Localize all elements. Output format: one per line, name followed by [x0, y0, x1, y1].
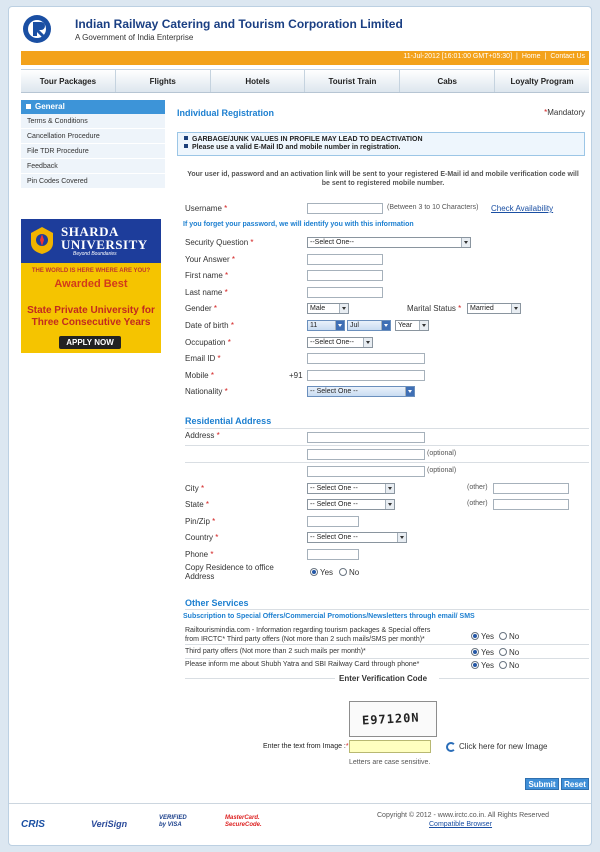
- copy-no-radio[interactable]: [339, 568, 347, 576]
- chevron-down-icon: [419, 321, 428, 330]
- mobile-label: Mobile *: [185, 371, 214, 380]
- dob-year-value: Year: [398, 322, 413, 329]
- nationality-label: Nationality *: [185, 387, 228, 396]
- ad-line2: Awarded Best: [54, 278, 128, 290]
- sidebar-item-terms[interactable]: Terms & Conditions: [21, 114, 165, 129]
- divider: [185, 678, 335, 679]
- nationality-value: -- Select One --: [310, 388, 358, 395]
- services-title: Other Services: [185, 598, 249, 608]
- pin-label: Pin/Zip *: [185, 517, 216, 526]
- sidebar-item-tdr[interactable]: File TDR Procedure: [21, 144, 165, 159]
- answer-label-text: Your Answer: [185, 255, 230, 264]
- service-row3-label: Please inform me about Shubh Yatra and SBI Railway Card through phone*: [185, 661, 420, 668]
- main-menu: [21, 69, 589, 93]
- service2-yes-radio[interactable]: [471, 648, 479, 656]
- last-name-label: Last name *: [185, 288, 228, 297]
- marital-label-text: Marital Status: [407, 304, 456, 313]
- menu-loyalty-program[interactable]: Loyalty Program: [510, 77, 574, 86]
- dob-year-select[interactable]: [395, 320, 429, 331]
- service-row1-line1: Railtourismindia.com - Information regarding tourism packages & Special offers: [185, 627, 431, 634]
- footer-divider: [9, 803, 592, 804]
- ad-line3: State Private University for Three Consecutive Years: [27, 305, 155, 328]
- chevron-down-icon: [385, 484, 394, 493]
- service2-yes-label: Yes: [481, 648, 495, 657]
- city-other-label: (other): [467, 484, 488, 491]
- divider: [185, 644, 589, 645]
- chevron-down-icon: [405, 387, 414, 396]
- mandatory-note: *Mandatory: [544, 108, 585, 117]
- phone-input[interactable]: [307, 549, 359, 560]
- sidebar: [21, 100, 165, 189]
- service-row2-label: Third party offers (Not more than 2 such mails per month)*: [185, 648, 366, 655]
- marital-value: Married: [470, 305, 494, 312]
- divider: [185, 445, 589, 446]
- visa-logo[interactable]: [159, 815, 187, 829]
- reset-button[interactable]: Reset: [561, 778, 589, 790]
- bullet-icon: [184, 144, 188, 148]
- dob-day-value: 11: [310, 322, 318, 329]
- city-label: City *: [185, 484, 205, 493]
- state-label-text: State: [185, 500, 204, 509]
- irctc-logo-icon[interactable]: [21, 13, 55, 45]
- occupation-select[interactable]: [307, 337, 373, 348]
- separator: |: [544, 53, 547, 60]
- dob-label-text: Date of birth: [185, 321, 229, 330]
- city-select[interactable]: [307, 483, 395, 494]
- first-name-label-text: First name: [185, 271, 223, 280]
- security-question-select[interactable]: [307, 237, 471, 248]
- gender-value: Male: [310, 305, 326, 312]
- copyright: Copyright © 2012 - www.irctc.co.in. All Rights Reserved: [377, 812, 550, 819]
- service3-no-label: No: [509, 661, 520, 670]
- menu-tourist-train[interactable]: Tourist Train: [305, 70, 400, 92]
- email-label-text: Email ID: [185, 354, 216, 363]
- divider: [185, 428, 589, 429]
- pin-input[interactable]: [307, 516, 359, 527]
- service-row1-label: [185, 626, 471, 644]
- menu-flights[interactable]: Flights: [116, 70, 211, 92]
- pin-label-text: Pin/Zip: [185, 517, 210, 526]
- contact-link[interactable]: Contact Us: [550, 53, 585, 60]
- chevron-down-icon: [511, 304, 520, 313]
- gender-label-text: Gender: [185, 304, 212, 313]
- city-label-text: City: [185, 484, 199, 493]
- service-row1-line2: from IRCTC* Third party offers (Not more than 2 such mails/SMS per month)*: [185, 636, 425, 643]
- org-sub: A Government of India Enterprise: [75, 33, 194, 42]
- address-label-text: Address: [185, 431, 215, 440]
- notice-line2: Please use a valid E-Mail ID and mobile number in registration.: [192, 144, 401, 151]
- case-sensitive-note: Letters are case sensitive.: [349, 759, 431, 766]
- sidebar-item-cancellation[interactable]: Cancellation Procedure: [21, 129, 165, 144]
- mastercard-line2: SecureCode.: [225, 822, 262, 828]
- copy-yes-radio[interactable]: [310, 568, 318, 576]
- service1-yes-radio[interactable]: [471, 632, 479, 640]
- divider: [439, 678, 589, 679]
- check-availability-link[interactable]: Check Availability: [491, 204, 554, 213]
- org-name: Indian Railway Catering and Tourism Corporation Limited: [75, 17, 403, 31]
- visa-line1: VERIFIED: [159, 815, 187, 821]
- state-value: -- Select One --: [310, 501, 358, 508]
- copy-residence-label: [185, 563, 274, 581]
- occupation-label-text: Occupation: [185, 338, 226, 347]
- security-question-label-text: Security Question: [185, 238, 249, 247]
- mobile-input[interactable]: [307, 370, 425, 381]
- username-label-text: Username: [185, 204, 222, 213]
- chevron-down-icon: [397, 533, 406, 542]
- mobile-prefix: +91: [289, 371, 303, 380]
- email-input[interactable]: [307, 353, 425, 364]
- copy-residence-line2: Address: [185, 572, 215, 581]
- chevron-down-icon: [381, 321, 390, 330]
- refresh-icon[interactable]: [446, 742, 456, 752]
- notice-line1: GARBAGE/JUNK VALUES IN PROFILE MAY LEAD TO DEACTIVATION: [192, 136, 423, 143]
- address-line3-optional: (optional): [427, 467, 457, 474]
- phone-label: Phone *: [185, 550, 214, 559]
- first-name-label: First name *: [185, 271, 229, 280]
- address-line3-input[interactable]: [307, 466, 425, 477]
- menu-tour-packages[interactable]: Tour Packages: [21, 70, 116, 92]
- divider: [185, 462, 589, 463]
- captcha-code: E97120N: [361, 710, 420, 728]
- mastercard-logo[interactable]: [225, 815, 262, 829]
- chevron-down-icon: [461, 238, 470, 247]
- state-label: State *: [185, 500, 210, 509]
- sidebar-head: General: [21, 100, 165, 114]
- mandatory-label: Mandatory: [547, 108, 585, 117]
- occupation-value: --Select One--: [310, 339, 354, 346]
- separator: |: [516, 53, 518, 60]
- service1-no-radio[interactable]: [499, 632, 507, 640]
- occupation-label: Occupation *: [185, 338, 231, 347]
- service1-no-label: No: [509, 632, 520, 641]
- page: [8, 6, 592, 846]
- chevron-down-icon: [335, 321, 344, 330]
- chevron-down-icon: [339, 304, 348, 313]
- security-question-label: Security Question *: [185, 238, 254, 247]
- username-hint: (Between 3 to 10 Characters): [387, 204, 479, 211]
- marital-select[interactable]: [467, 303, 521, 314]
- cris-logo[interactable]: CRIS: [21, 819, 45, 830]
- submit-button[interactable]: Submit: [525, 778, 559, 790]
- username-input[interactable]: [307, 203, 383, 214]
- sharda-ad-banner[interactable]: [21, 219, 161, 353]
- email-label: Email ID *: [185, 354, 221, 363]
- captcha-input[interactable]: [349, 740, 431, 753]
- dob-label: Date of birth *: [185, 321, 234, 330]
- sharda-emblem-icon: [29, 225, 55, 255]
- verisign-logo[interactable]: VeriSign: [91, 819, 128, 829]
- forgot-note: If you forget your password, we will identify you with this information: [183, 221, 414, 228]
- nationality-label-text: Nationality: [185, 387, 223, 396]
- city-other-input[interactable]: [493, 483, 569, 494]
- state-other-input[interactable]: [493, 499, 569, 510]
- marital-label: Marital Status *: [407, 304, 462, 313]
- sidebar-item-pin-codes[interactable]: Pin Codes Covered: [21, 174, 165, 189]
- state-select[interactable]: [307, 499, 395, 510]
- security-question-value: --Select One--: [310, 239, 354, 246]
- state-other-label: (other): [467, 500, 488, 507]
- address-line2-optional: (optional): [427, 450, 457, 457]
- captcha-image: [349, 701, 437, 737]
- dob-day-select[interactable]: [307, 320, 345, 331]
- home-link[interactable]: Home: [521, 53, 541, 60]
- service2-no-radio[interactable]: [499, 648, 507, 656]
- username-label: Username *: [185, 204, 228, 213]
- residential-title: Residential Address: [185, 416, 272, 426]
- divider: [185, 609, 589, 610]
- top-bar: [21, 51, 589, 65]
- dob-month-value: Jul: [350, 322, 359, 329]
- verify-title: Enter Verification Code: [339, 674, 428, 683]
- last-name-label-text: Last name: [185, 288, 223, 297]
- sidebar-item-feedback[interactable]: Feedback: [21, 159, 165, 174]
- gender-select[interactable]: [307, 303, 349, 314]
- menu-hotels[interactable]: Hotels: [211, 70, 306, 92]
- first-name-input[interactable]: [307, 270, 383, 281]
- answer-input[interactable]: [307, 254, 383, 265]
- gender-label: Gender *: [185, 304, 218, 313]
- address-line2-input[interactable]: [307, 449, 425, 460]
- menu-cabs[interactable]: Cabs: [400, 70, 495, 92]
- service3-yes-radio[interactable]: [471, 661, 479, 669]
- answer-label: Your Answer *: [185, 255, 235, 264]
- copy-no-label: No: [349, 568, 360, 577]
- info-text: Your user id, password and an activation link will be sent to your registered E-Mail id and mobile verification code will be sent to registered mobile number.: [187, 171, 579, 187]
- mobile-label-text: Mobile: [185, 371, 209, 380]
- country-value: -- Select One --: [310, 534, 358, 541]
- ad-line1: THE WORLD IS HERE WHERE ARE YOU?: [31, 268, 151, 274]
- copy-residence-line1: Copy Residence to office: [185, 563, 274, 572]
- services-subtitle: Subscription to Special Offers/Commercial Promotions/Newsletters through email/ SMS: [183, 613, 475, 620]
- header: [9, 7, 591, 49]
- captcha-prompt-text: Enter the text from Image :: [263, 743, 346, 750]
- country-label: Country *: [185, 533, 219, 542]
- city-value: -- Select One --: [310, 485, 358, 492]
- chevron-down-icon: [363, 338, 372, 347]
- divider: [185, 658, 589, 659]
- compatible-browser-link[interactable]: Compatible Browser: [429, 821, 493, 828]
- copy-yes-label: Yes: [320, 568, 334, 577]
- phone-label-text: Phone: [185, 550, 209, 559]
- chevron-down-icon: [385, 500, 394, 509]
- form-title: Individual Registration: [177, 108, 275, 118]
- new-image-link[interactable]: Click here for new Image: [459, 742, 548, 751]
- country-label-text: Country: [185, 533, 214, 542]
- nationality-select[interactable]: [307, 386, 415, 397]
- address-label: Address *: [185, 431, 220, 440]
- visa-line2: by VISA: [159, 822, 182, 828]
- service2-no-label: No: [509, 648, 520, 657]
- mastercard-line1: MasterCard.: [225, 815, 260, 821]
- apply-now-button[interactable]: APPLY NOW: [59, 336, 121, 349]
- service3-no-radio[interactable]: [499, 661, 507, 669]
- address-line1-input[interactable]: [307, 432, 425, 443]
- service1-yes-label: Yes: [481, 632, 495, 641]
- country-select[interactable]: [307, 532, 407, 543]
- ad-tagline: Beyond Boundaries: [73, 251, 117, 257]
- bullet-icon: [184, 136, 188, 140]
- datetime: 11-Jul-2012 [16:01:00 GMT+05:30]: [403, 53, 513, 60]
- ad-logo-text: SHARDA UNIVERSITY: [61, 224, 148, 252]
- last-name-input[interactable]: [307, 287, 383, 298]
- captcha-prompt: Enter the text from Image :*: [263, 743, 349, 750]
- dob-month-select[interactable]: [347, 320, 391, 331]
- ad-header: [21, 219, 161, 263]
- service3-yes-label: Yes: [481, 661, 495, 670]
- notice-box: [177, 132, 585, 156]
